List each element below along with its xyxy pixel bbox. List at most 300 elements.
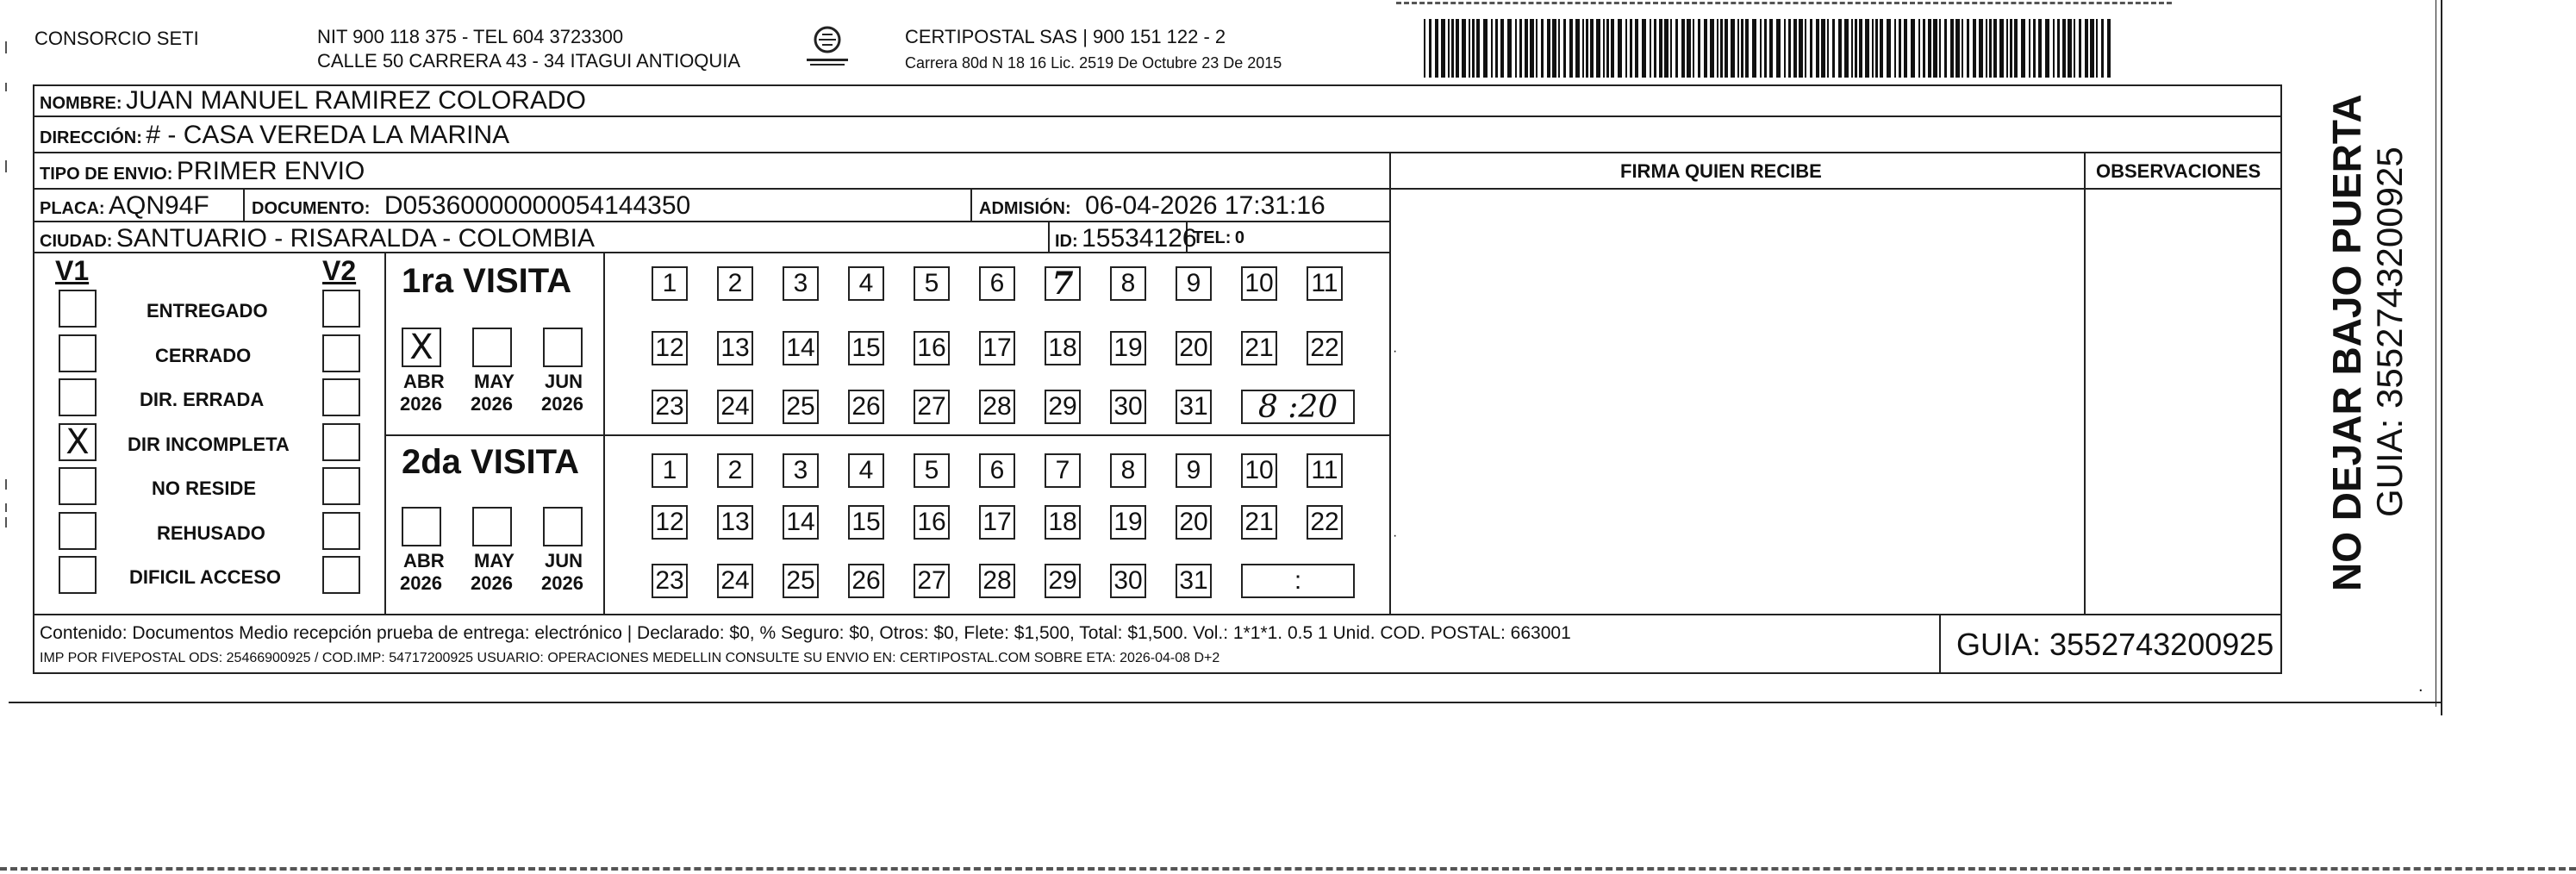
day-cell[interactable] <box>914 505 950 540</box>
barcode-bar <box>1625 19 1627 78</box>
placa-row <box>40 193 209 219</box>
time-field[interactable] <box>1241 390 1355 424</box>
status-label: DIR. ERRADA <box>140 389 265 410</box>
month-name: ABR <box>403 550 445 571</box>
day-number: 16 <box>917 508 946 536</box>
barcode-bar <box>1618 19 1622 78</box>
placa-value: AQN94F <box>109 191 209 220</box>
month-year: 2026 <box>541 572 583 594</box>
barcode-bar <box>1745 19 1749 78</box>
barcode-bar <box>1911 19 1915 78</box>
barcode-bar <box>1899 19 1901 78</box>
barcode-bar <box>1491 19 1493 78</box>
admision-divider <box>970 188 972 221</box>
barcode-bar <box>1973 19 1976 78</box>
barcode-bar <box>1865 19 1869 78</box>
day-number: 24 <box>720 566 750 595</box>
day-cell[interactable] <box>717 564 753 598</box>
day-cell[interactable] <box>914 564 950 598</box>
day-cell[interactable] <box>979 505 1015 540</box>
day-cell[interactable] <box>717 266 753 301</box>
day-cell[interactable] <box>979 266 1015 301</box>
day-number: 26 <box>851 566 881 595</box>
barcode-bar <box>2096 19 2098 78</box>
status-v2-checkbox[interactable] <box>322 556 360 594</box>
status-v1-checkbox[interactable] <box>59 556 97 594</box>
day-number: 12 <box>655 334 684 362</box>
barcode-bar <box>1681 19 1685 78</box>
barcode-bar <box>1590 19 1594 78</box>
barcode-bar <box>1429 19 1431 78</box>
day-cell[interactable] <box>652 453 688 488</box>
day-number: 19 <box>1113 508 1143 536</box>
day-cell[interactable] <box>1110 331 1146 365</box>
nit-line: NIT 900 118 375 - TEL 604 3723300 <box>317 26 624 47</box>
page-right-edge <box>2441 0 2442 715</box>
month-name: JUN <box>545 371 583 392</box>
barcode-bar <box>1894 19 1896 78</box>
barcode-bar <box>1793 19 1797 78</box>
month-checkbox-jun[interactable] <box>543 328 583 367</box>
barcode-bar <box>1832 19 1835 78</box>
barcode-bar <box>1536 19 1537 78</box>
day-cell[interactable] <box>979 564 1015 598</box>
status-v2-checkbox[interactable] <box>322 334 360 372</box>
month-checkbox-abr[interactable]: X <box>402 328 441 367</box>
day-number: 21 <box>1244 508 1274 536</box>
barcode-bar <box>1810 19 1812 78</box>
barcode-bar <box>1918 19 1920 78</box>
day-number: 13 <box>720 334 750 362</box>
barcode-bar <box>1541 19 1544 78</box>
day-number: 31 <box>1179 566 1208 595</box>
day-cell[interactable] <box>1045 564 1081 598</box>
certipostal-logo <box>801 24 853 72</box>
day-cell[interactable] <box>1110 564 1146 598</box>
day-cell[interactable] <box>717 331 753 365</box>
day-number: 30 <box>1113 392 1143 421</box>
day-number: 6 <box>989 269 1005 297</box>
barcode-bar <box>1483 19 1488 78</box>
day-cell[interactable] <box>717 390 753 424</box>
day-cell[interactable] <box>652 505 688 540</box>
visit-days-divider <box>603 252 605 614</box>
day-cell[interactable] <box>1307 505 1343 540</box>
day-cell[interactable] <box>848 331 884 365</box>
day-number: 13 <box>720 508 750 536</box>
day-number: 6 <box>989 456 1005 484</box>
month-name: MAY <box>474 550 515 571</box>
barcode-bar <box>1720 19 1723 78</box>
day-number: 11 <box>1311 269 1338 297</box>
day-cell[interactable] <box>848 564 884 598</box>
day-number: 11 <box>1311 456 1338 484</box>
barcode-bar <box>1986 19 1987 78</box>
day-cell[interactable] <box>1045 505 1081 540</box>
day-cell[interactable] <box>783 564 819 598</box>
col-divider-firma <box>1389 152 1391 614</box>
barcode-bar <box>1710 19 1714 78</box>
day-cell[interactable] <box>1176 331 1212 365</box>
left-margin-speck <box>5 83 7 91</box>
ciudad-label: CIUDAD: <box>40 232 113 251</box>
tipo-envio-value: PRIMER ENVIO <box>176 157 365 185</box>
day-cell[interactable] <box>848 390 884 424</box>
day-cell[interactable] <box>717 505 753 540</box>
tipo-envio-label: TIPO DE ENVIO: <box>40 165 173 184</box>
status-label: DIR INCOMPLETA <box>128 433 290 455</box>
day-cell[interactable] <box>848 266 884 301</box>
visit2-title: 2da VISITA <box>402 443 579 481</box>
side-guia: GUIA: 3552743200925 <box>2369 147 2410 517</box>
barcode-bar <box>2068 19 2072 78</box>
firma-header: FIRMA QUIEN RECIBE <box>1620 160 1822 182</box>
month-checkbox-may[interactable] <box>472 507 512 546</box>
day-number: 4 <box>858 269 874 297</box>
day-cell[interactable] <box>979 390 1015 424</box>
day-cell[interactable] <box>652 266 688 301</box>
day-number: 8 <box>1120 269 1136 297</box>
day-cell[interactable] <box>848 505 884 540</box>
barcode-bar <box>1799 19 1803 78</box>
placa-divider <box>243 188 245 221</box>
barcode-bar <box>1630 19 1632 78</box>
status-v2-checkbox[interactable] <box>322 512 360 550</box>
day-cell[interactable] <box>1307 453 1343 488</box>
barcode-bar <box>1769 19 1773 78</box>
barcode-bar <box>1575 19 1580 78</box>
status-v1-checkbox[interactable] <box>59 290 97 328</box>
barcode-bar <box>1979 19 1983 78</box>
tel-row <box>1193 229 1244 247</box>
status-label: NO RESIDE <box>152 478 257 499</box>
day-number: 5 <box>924 269 939 297</box>
corner-dot: . <box>2418 677 2423 696</box>
month-checkbox-may[interactable] <box>472 328 512 367</box>
month-year: 2026 <box>471 572 513 594</box>
status-v2-checkbox[interactable] <box>322 290 360 328</box>
day-number: 9 <box>1186 269 1201 297</box>
day-cell[interactable] <box>1176 505 1212 540</box>
status-v1-checkbox[interactable] <box>59 378 97 416</box>
barcode-bar <box>1851 19 1853 78</box>
day-cell[interactable] <box>1045 331 1081 365</box>
day-cell[interactable] <box>783 390 819 424</box>
day-cell[interactable] <box>1241 331 1277 365</box>
day-number: 23 <box>655 566 684 595</box>
day-number: 27 <box>917 566 946 595</box>
barcode-bar <box>1448 19 1450 78</box>
barcode-bar <box>1816 19 1819 78</box>
day-cell[interactable] <box>783 453 819 488</box>
barcode-bar <box>1999 19 2004 78</box>
barcode-bar <box>1939 19 1941 78</box>
col-divider-observaciones <box>2084 152 2086 614</box>
documento-row <box>252 193 690 219</box>
barcode-bar <box>1760 19 1762 78</box>
left-margin-speck <box>5 503 7 512</box>
observaciones-header: OBSERVACIONES <box>2096 160 2261 182</box>
status-v1-checkbox[interactable] <box>59 467 97 505</box>
barcode-bar <box>1596 19 1600 78</box>
barcode-bar <box>1928 19 1931 78</box>
day-number: 20 <box>1179 334 1208 362</box>
day-cell[interactable] <box>979 331 1015 365</box>
page-bottom-edge <box>9 702 2441 703</box>
month-year: 2026 <box>400 572 442 594</box>
month-checkbox-jun[interactable] <box>543 507 583 546</box>
month-year: 2026 <box>400 393 442 415</box>
left-margin-speck <box>5 160 7 172</box>
day-cell[interactable] <box>914 390 950 424</box>
day-number: 3 <box>793 269 808 297</box>
day-cell[interactable] <box>783 266 819 301</box>
stray-mark: · <box>1393 344 1398 359</box>
company-name: CONSORCIO SETI <box>34 28 199 49</box>
day-number: 17 <box>982 508 1012 536</box>
status-visit-divider <box>384 252 386 614</box>
barcode-bar <box>1547 19 1550 78</box>
barcode-bar <box>1698 19 1700 78</box>
left-margin-speck <box>5 41 7 53</box>
day-number: 7 <box>1055 456 1070 484</box>
barcode-bar <box>2101 19 2104 78</box>
day-cell[interactable] <box>1176 266 1212 301</box>
day-cell[interactable] <box>1241 266 1277 301</box>
v1-header: V1 <box>55 255 90 286</box>
no-dejar-bajo-puerta: NO DEJAR BAJO PUERTA <box>2324 94 2369 591</box>
barcode-bar <box>1693 19 1694 78</box>
day-number: 28 <box>982 392 1012 421</box>
barcode-bar <box>1827 19 1829 78</box>
barcode-bar <box>1950 19 1954 78</box>
barcode-bar <box>1441 19 1445 78</box>
day-cell[interactable] <box>1307 266 1343 301</box>
documento-value: D05360000000054144350 <box>384 191 691 220</box>
barcode-bar <box>1659 19 1662 78</box>
documento-label: DOCUMENTO: <box>252 199 371 218</box>
bottom-tear-line <box>0 867 2576 871</box>
barcode-bar <box>1784 19 1786 78</box>
month-name: JUN <box>545 550 583 571</box>
day-number: 14 <box>786 334 815 362</box>
id-value: 15534126 <box>1082 224 1197 253</box>
day-number: 25 <box>786 392 815 421</box>
barcode-bar <box>1451 19 1454 78</box>
day-number: 3 <box>793 456 808 484</box>
barcode-bar <box>1875 19 1878 78</box>
tel-label: TEL: <box>1193 228 1232 247</box>
day-number: 23 <box>655 392 684 421</box>
day-number: 4 <box>858 456 874 484</box>
day-number: 5 <box>924 456 939 484</box>
barcode-bar <box>1642 19 1646 78</box>
day-number: 10 <box>1244 456 1274 484</box>
status-v2-checkbox[interactable] <box>322 467 360 505</box>
barcode-bar <box>2029 19 2030 78</box>
day-cell[interactable] <box>914 266 950 301</box>
status-v1-checkbox[interactable] <box>59 334 97 372</box>
barcode-bar <box>1887 19 1891 78</box>
day-number: 16 <box>917 334 946 362</box>
day-cell[interactable] <box>652 331 688 365</box>
day-cell[interactable] <box>1241 453 1277 488</box>
barcode-bar <box>1654 19 1656 78</box>
barcode-bar <box>2090 19 2094 78</box>
time-field[interactable] <box>1241 564 1355 598</box>
barcode-bar <box>2053 19 2055 78</box>
barcode-bar <box>2014 19 2018 78</box>
barcode-bar <box>1495 19 1498 78</box>
admision-row <box>979 193 1325 219</box>
day-cell[interactable] <box>1110 505 1146 540</box>
day-number: 18 <box>1048 334 1077 362</box>
day-number: 21 <box>1244 334 1274 362</box>
day-number: 1 <box>662 269 677 297</box>
ciudad-row <box>40 226 595 252</box>
footer-contenido: Contenido: Documentos Medio recepción prueba de entrega: electrónico | Declarado: $0, % Seguro: $0, Otros: $0, Flete: $1,500, Total: $1,500. Vol.: 1*1*1. 0.5 1 Unid. COD. POSTAL: 663001 <box>40 623 1571 643</box>
status-v1-checkbox[interactable] <box>59 512 97 550</box>
day-cell[interactable] <box>783 505 819 540</box>
barcode-bar <box>2079 19 2081 78</box>
visit1-title: 1ra VISITA <box>402 262 572 300</box>
day-number: 20 <box>1179 508 1208 536</box>
day-cell[interactable] <box>652 564 688 598</box>
barcode-bar <box>1717 19 1718 78</box>
barcode-bar <box>1944 19 1947 78</box>
day-number: 15 <box>851 334 881 362</box>
barcode-bar <box>1507 19 1512 78</box>
day-cell[interactable] <box>914 331 950 365</box>
top-dashed-edge <box>1396 2 2172 4</box>
barcode-bar <box>1675 19 1678 78</box>
row-divider <box>33 115 2282 117</box>
barcode-bar <box>1967 19 1969 78</box>
status-v2-checkbox[interactable] <box>322 423 360 461</box>
month-year: 2026 <box>471 393 513 415</box>
barcode-bar <box>1752 19 1756 78</box>
day-cell[interactable] <box>652 390 688 424</box>
status-v1-checkbox[interactable]: X <box>59 423 97 461</box>
tipo-envio-row <box>40 159 365 184</box>
barcode-bar <box>1844 19 1849 78</box>
barcode-bar <box>1805 19 1806 78</box>
day-number: 18 <box>1048 508 1077 536</box>
day-cell[interactable] <box>848 453 884 488</box>
day-cell[interactable] <box>1045 390 1081 424</box>
barcode-bar <box>2006 19 2008 78</box>
day-number: 31 <box>1179 392 1208 421</box>
barcode-bar <box>1704 19 1707 78</box>
barcode-bar <box>1435 19 1438 78</box>
day-cell[interactable] <box>979 453 1015 488</box>
barcode-bar <box>1821 19 1825 78</box>
barcode-bar <box>1859 19 1862 78</box>
barcode-bar <box>1737 19 1739 78</box>
barcode-bar <box>1955 19 1960 78</box>
barcode-bar <box>1933 19 1937 78</box>
barcode-bar <box>1552 19 1556 78</box>
day-number: 1 <box>662 456 677 484</box>
direccion-value: # - CASA VEREDA LA MARINA <box>146 121 510 149</box>
barcode-bar <box>1603 19 1605 78</box>
certipostal-name: CERTIPOSTAL SAS | 900 151 122 - 2 <box>905 26 1226 47</box>
time-value: : <box>1294 566 1302 595</box>
barcode-bar <box>1838 19 1842 78</box>
day-cell[interactable] <box>914 453 950 488</box>
barcode-bar <box>1456 19 1459 78</box>
barcode-bar <box>1788 19 1791 78</box>
month-checkbox-abr[interactable] <box>402 507 441 546</box>
day-cell[interactable] <box>1176 453 1212 488</box>
day-number: 24 <box>720 392 750 421</box>
id-row <box>1055 226 1197 252</box>
barcode-bar <box>1476 19 1480 78</box>
firma-header-line <box>1389 188 2282 190</box>
day-number: 22 <box>1310 334 1339 362</box>
day-number: 29 <box>1048 392 1077 421</box>
id-divider <box>1048 221 1050 252</box>
barcode-bar <box>1611 19 1614 78</box>
nombre-value: JUAN MANUEL RAMIREZ COLORADO <box>126 86 586 115</box>
barcode-bar <box>1993 19 1997 78</box>
visit-divider <box>384 434 1391 436</box>
barcode-bar <box>1650 19 1651 78</box>
barcode-bar <box>2045 19 2049 78</box>
barcode-bar <box>1569 19 1573 78</box>
id-label: ID: <box>1055 232 1078 251</box>
barcode-bar <box>1563 19 1566 78</box>
day-number: 27 <box>917 392 946 421</box>
direccion-label: DIRECCIÓN: <box>40 128 142 147</box>
barcode-bar <box>1855 19 1857 78</box>
nombre-row <box>40 88 586 114</box>
day-cell[interactable] <box>783 331 819 365</box>
left-margin-speck <box>5 479 7 490</box>
day-number: 14 <box>786 508 815 536</box>
barcode-bar <box>2021 19 2025 78</box>
day-cell[interactable] <box>1045 453 1081 488</box>
day-number: 17 <box>982 334 1012 362</box>
day-cell[interactable] <box>1176 564 1212 598</box>
day-cell[interactable] <box>717 453 753 488</box>
barcode-bar <box>1687 19 1691 78</box>
barcode-bar <box>1582 19 1584 78</box>
day-cell[interactable] <box>1176 390 1212 424</box>
certipostal-license: Carrera 80d N 18 16 Lic. 2519 De Octubre 23 De 2015 <box>905 54 1282 72</box>
barcode-bar <box>1472 19 1475 78</box>
day-cell[interactable] <box>1241 505 1277 540</box>
ciudad-value: SANTUARIO - RISARALDA - COLOMBIA <box>115 224 595 253</box>
status-v2-checkbox[interactable] <box>322 378 360 416</box>
day-number: 29 <box>1048 566 1077 595</box>
day-cell[interactable] <box>1110 390 1146 424</box>
barcode-bar <box>1462 19 1466 78</box>
day-cell[interactable] <box>1307 331 1343 365</box>
day-cell[interactable] <box>1045 266 1081 301</box>
address-line: CALLE 50 CARRERA 43 - 34 ITAGUI ANTIOQUIA <box>317 50 741 72</box>
barcode-bar <box>1469 19 1470 78</box>
day-cell[interactable] <box>1110 453 1146 488</box>
row-divider <box>33 614 2282 615</box>
status-label: CERRADO <box>155 344 252 366</box>
barcode-bar <box>1586 19 1588 78</box>
day-number: 10 <box>1244 269 1274 297</box>
admision-value: 06-04-2026 17:31:16 <box>1085 191 1325 220</box>
day-number: 2 <box>727 269 743 297</box>
day-cell[interactable] <box>1110 266 1146 301</box>
admision-label: ADMISIÓN: <box>979 199 1071 218</box>
